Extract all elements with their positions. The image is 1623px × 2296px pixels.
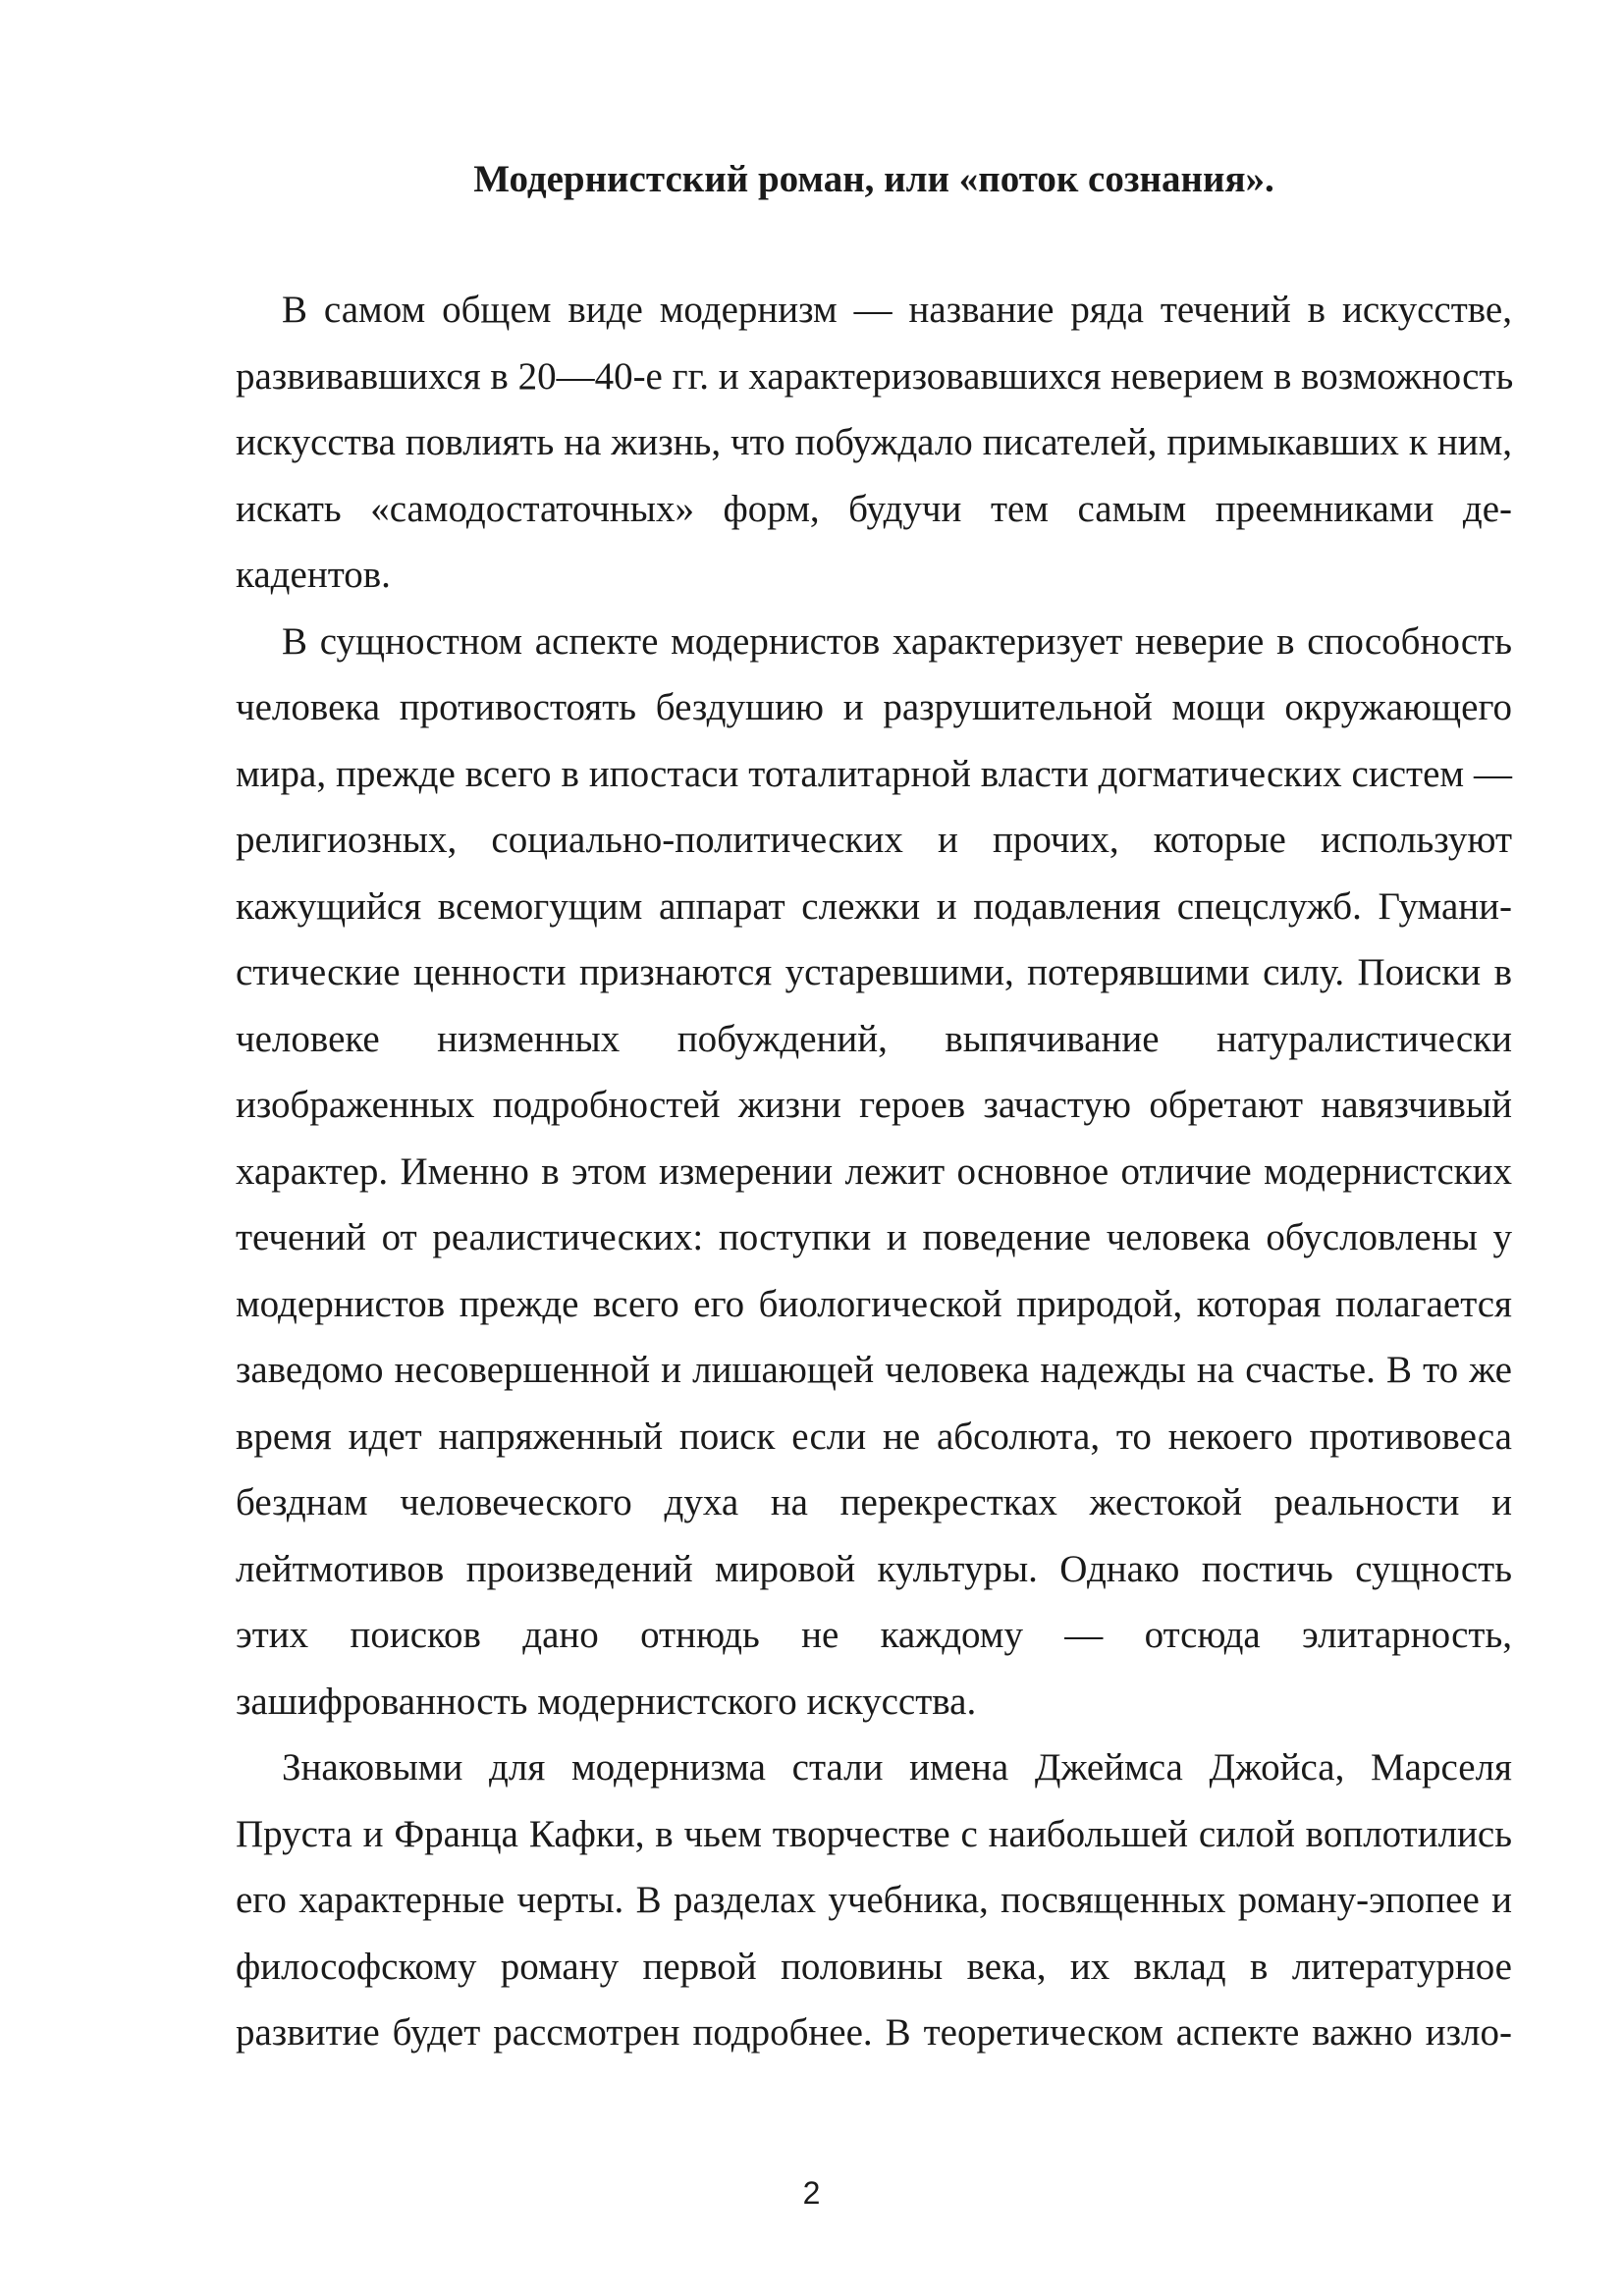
text-line: течений от реалистических: поступки и поведение человека обусловлены у xyxy=(236,1216,1512,1258)
text-line: Знаковыми для модернизма стали имена Джеймса Джойса, Марселя xyxy=(282,1746,1512,1789)
text-line: этих поисков дано отнюдь не каждому — отсюда элитарность, xyxy=(236,1614,1512,1656)
text-line: мира, прежде всего в ипостаси тоталитарной власти догматических систем — xyxy=(236,752,1512,795)
text-line: модернистов прежде всего его биологической природой, которая полагается xyxy=(236,1282,1512,1325)
text-line: человеке низменных побуждений, выпячивание натуралистически xyxy=(236,1017,1512,1060)
text-line: Пруста и Франца Кафки, в чьем творчестве с наибольшей силой воплотились xyxy=(236,1812,1512,1855)
text-line: время идет напряженный поиск если не абсолюта, то некоего противовеса xyxy=(236,1415,1512,1458)
text-line: характер. Именно в этом измерении лежит основное отличие модернистских xyxy=(236,1149,1512,1193)
text-line: В сущностном аспекте модернистов характеризует неверие в способность xyxy=(282,619,1512,663)
paragraph xyxy=(236,609,1512,1735)
page-title: Модернистский роман, или «поток сознания». xyxy=(473,158,1274,200)
text-line: религиозных, социально-политических и прочих, которые используют xyxy=(236,819,1512,861)
document-body xyxy=(236,277,1512,2066)
text-line: искать «самодостаточных» форм, будучи тем самым преемниками де- xyxy=(236,487,1512,530)
text-line: философскому роману первой половины века, их вклад в литературное xyxy=(236,1945,1512,1988)
text-line: развитие будет рассмотрен подробнее. В теоретическом аспекте важно изло- xyxy=(236,2011,1512,2054)
text-line: человека противостоять бездушию и разрушительной мощи окружающего xyxy=(236,686,1512,728)
text-line: стические ценности признаются устаревшими, потерявшими силу. Поиски в xyxy=(236,951,1512,993)
text-line: лейтмотивов произведений мировой культуры. Однако постичь сущность xyxy=(236,1547,1512,1590)
text-line: В самом общем виде модернизм — название ряда течений в искусстве, xyxy=(282,289,1512,331)
text-line: зашифрованность модернистского искусства. xyxy=(236,1680,977,1723)
text-line: развивавшихся в 20—40-е гг. и характеризовавшихся неверием в возможность xyxy=(236,354,1514,398)
page-number: 2 xyxy=(802,2175,821,2211)
paragraph xyxy=(236,1735,1512,2066)
text-line: безднам человеческого духа на перекрестках жестокой реальности и xyxy=(236,1481,1512,1523)
text-line: искусства повлиять на жизнь, что побуждало писателей, примыкавших к ним, xyxy=(236,421,1512,463)
text-line: кажущийся всемогущим аппарат слежки и подавления спецслужб. Гумани- xyxy=(236,884,1512,928)
text-line: изображенных подробностей жизни героев зачастую обретают навязчивый xyxy=(236,1084,1512,1126)
text-line: кадентов. xyxy=(236,554,391,596)
paragraph xyxy=(236,277,1512,609)
text-line: его характерные черты. В разделах учебника, посвященных роману-эпопее и xyxy=(236,1879,1512,1921)
text-line: заведомо несовершенной и лишающей человека надежды на счастье. В то же xyxy=(236,1349,1512,1391)
